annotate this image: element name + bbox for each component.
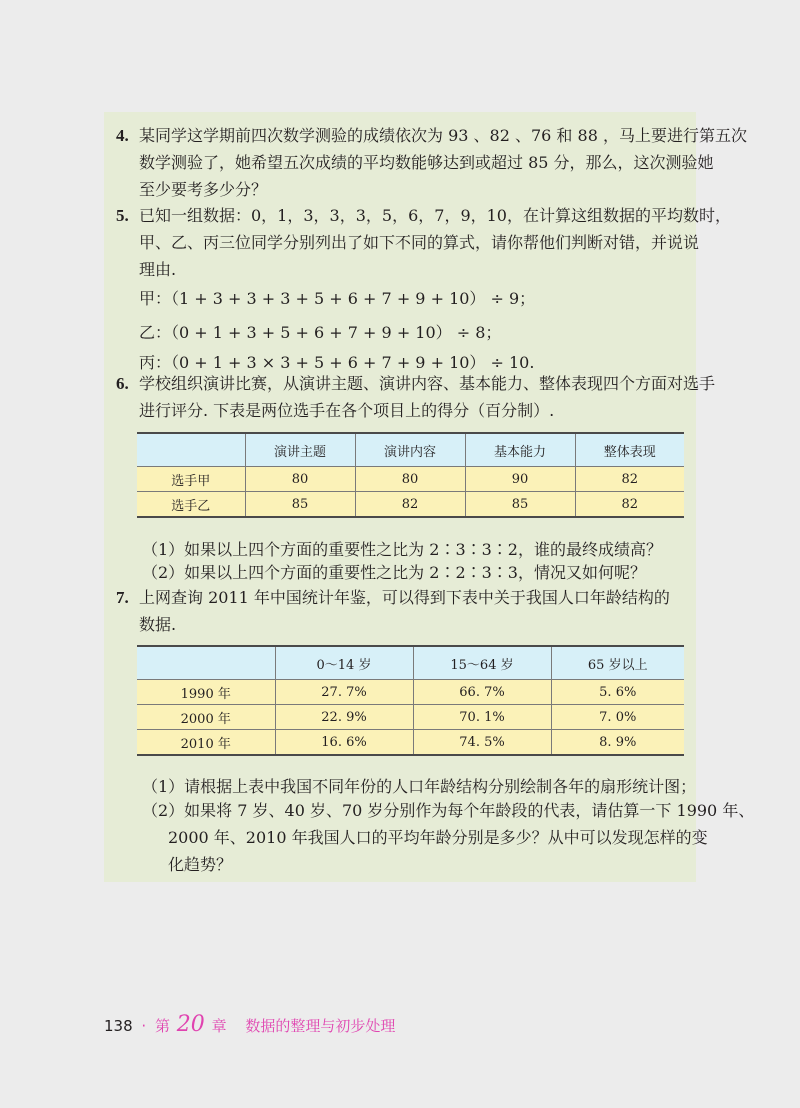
- table-row: [137, 467, 684, 492]
- subquestion-line: 2000 年、2010 年我国人口的平均年龄分别是多少？从中可以发现怎样的变: [168, 828, 708, 847]
- problem-4: [116, 122, 747, 203]
- table-cell: 82: [575, 492, 684, 518]
- table-cell: 27. 7%: [275, 680, 413, 705]
- table-header-cell: 整体表现: [575, 433, 684, 467]
- table-header-cell: 65 岁以上: [551, 646, 684, 680]
- table-header-cell: [137, 433, 245, 467]
- table-cell: 74. 5%: [413, 730, 551, 756]
- problem-7: [116, 584, 670, 638]
- table-cell: 1990 年: [137, 680, 275, 705]
- table-header-cell: [137, 646, 275, 680]
- page-footer: [104, 1012, 395, 1037]
- table-cell: 选手甲: [137, 467, 245, 492]
- problem-text-line: 至少要考多少分？: [139, 180, 268, 199]
- separator-dot: ·: [141, 1017, 147, 1035]
- subquestion: （1）如果以上四个方面的重要性之比为 2∶3∶3∶2，谁的最终成绩高？: [142, 540, 662, 559]
- problem-text-line: 已知一组数据：0，1，3，3，3，5，6，7，9，10，在计算这组数据的平均数时，: [139, 206, 731, 225]
- table-header-cell: 基本能力: [465, 433, 575, 467]
- population-table: [137, 645, 684, 756]
- problem-6: [116, 370, 715, 424]
- table-row: [137, 705, 684, 730]
- problem-text-line: 数学测验了，她希望五次成绩的平均数能够达到或超过 85 分，那么，这次测验她: [139, 153, 714, 172]
- table-cell: 8. 9%: [551, 730, 684, 756]
- problem-number: 4.: [116, 126, 129, 145]
- subquestion-line: 化趋势？: [168, 855, 233, 874]
- table-row: [137, 730, 684, 756]
- table-cell: 16. 6%: [275, 730, 413, 756]
- table-header-cell: 演讲内容: [355, 433, 465, 467]
- table-cell: 22. 9%: [275, 705, 413, 730]
- table-header-row: [137, 646, 684, 680]
- problem-text-line: 学校组织演讲比赛，从演讲主题、演讲内容、基本能力、整体表现四个方面对选手: [139, 374, 716, 393]
- table-row: [137, 680, 684, 705]
- formula-yi: 乙：（0 + 1 + 3 + 5 + 6 + 7 + 9 + 10） ÷ 8；: [139, 323, 502, 342]
- formula-bing: 丙：（0 + 1 + 3 × 3 + 5 + 6 + 7 + 9 + 10） ÷ 10.: [139, 353, 535, 372]
- chapter-title: 数据的整理与初步处理: [245, 1017, 396, 1035]
- page-number: 138: [104, 1017, 133, 1035]
- problem-text-line: 上网查询 2011 年中国统计年鉴，可以得到下表中关于我国人口年龄结构的: [139, 588, 670, 607]
- table-header-cell: 15～64 岁: [413, 646, 551, 680]
- table-cell: 5. 6%: [551, 680, 684, 705]
- table-cell: 85: [465, 492, 575, 518]
- subquestion-line: （2）如果将 7 岁、40 岁、70 岁分别作为每个年龄段的代表，请估算一下 1990 年、: [142, 801, 755, 820]
- table-cell: 85: [245, 492, 355, 518]
- problem-number: 6.: [116, 374, 129, 393]
- problem-text-line: 理由.: [139, 260, 177, 279]
- table-row: [137, 492, 684, 518]
- table-cell: 82: [575, 467, 684, 492]
- subquestion: （1）请根据上表中我国不同年份的人口年龄结构分别绘制各年的扇形统计图；: [142, 777, 697, 796]
- chapter-suffix: 章: [211, 1017, 227, 1035]
- table-cell: 80: [245, 467, 355, 492]
- subquestion-2: [142, 797, 754, 878]
- table-cell: 选手乙: [137, 492, 245, 518]
- problem-5: [116, 202, 731, 283]
- table-cell: 90: [465, 467, 575, 492]
- table-cell: 2010 年: [137, 730, 275, 756]
- problem-number: 7.: [116, 588, 129, 607]
- table-cell: 82: [355, 492, 465, 518]
- problem-text-line: 甲、乙、丙三位同学分别列出了如下不同的算式，请你帮他们判断对错，并说说: [139, 233, 700, 252]
- table-cell: 7. 0%: [551, 705, 684, 730]
- table-cell: 70. 1%: [413, 705, 551, 730]
- problem-text-line: 进行评分. 下表是两位选手在各个项目上的得分（百分制）.: [139, 401, 555, 420]
- table-header-row: [137, 433, 684, 467]
- formula-jia: 甲：（1 + 3 + 3 + 3 + 5 + 6 + 7 + 9 + 10） ÷ 9；: [139, 289, 536, 308]
- problem-text-line: 某同学这学期前四次数学测验的成绩依次为 93 、82 、76 和 88 ，马上要进行第五次: [139, 126, 747, 145]
- table-header-cell: 演讲主题: [245, 433, 355, 467]
- chapter-number: 20: [176, 1012, 205, 1037]
- table-cell: 80: [355, 467, 465, 492]
- table-cell: 66. 7%: [413, 680, 551, 705]
- chapter-prefix: 第: [154, 1017, 170, 1035]
- problem-text-line: 数据.: [139, 615, 177, 634]
- table-header-cell: 0～14 岁: [275, 646, 413, 680]
- problem-number: 5.: [116, 206, 129, 225]
- table-cell: 2000 年: [137, 705, 275, 730]
- subquestion: （2）如果以上四个方面的重要性之比为 2∶2∶3∶3，情况又如何呢？: [142, 563, 646, 582]
- score-table: [137, 432, 684, 518]
